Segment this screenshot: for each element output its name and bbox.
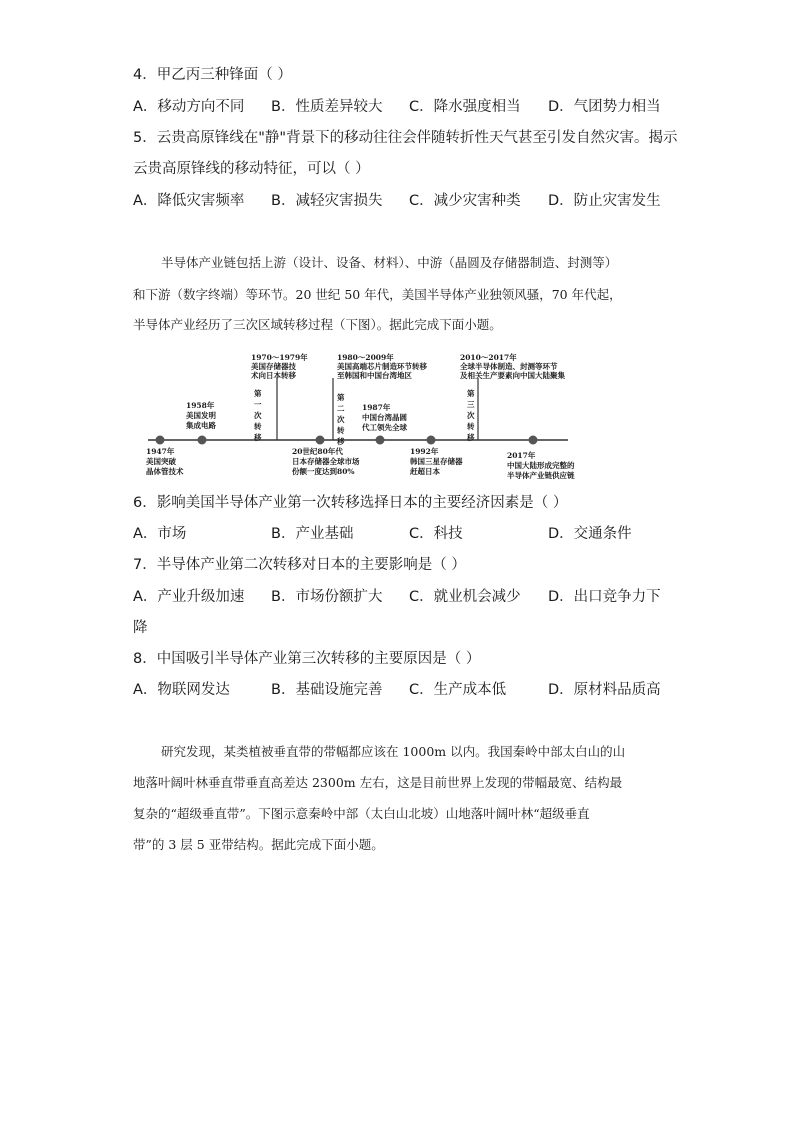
q7-option-c: C．就业机会减少	[409, 589, 521, 605]
svg-text:二: 二	[337, 404, 345, 413]
svg-text:次: 次	[467, 411, 475, 420]
svg-text:次: 次	[337, 415, 345, 424]
svg-text:美国突破: 美国突破	[146, 457, 176, 466]
svg-text:1987年: 1987年	[362, 403, 391, 412]
svg-text:20世纪80年代: 20世纪80年代	[292, 447, 343, 456]
q5-stem-line1: 5．云贵高原锋线在"静"背景下的移动往往会伴随转折性天气甚至引发自然灾害。揭示	[133, 130, 678, 146]
transfer-2-header	[337, 352, 427, 380]
svg-text:第: 第	[254, 389, 262, 398]
q5-option-b: B．减轻灾害损失	[271, 193, 383, 209]
svg-text:2017年: 2017年	[507, 451, 536, 460]
timeline-dot-2017	[529, 436, 538, 445]
svg-text:中国大陆形成完整的: 中国大陆形成完整的	[507, 461, 575, 470]
q7-option-d: D．出口竞争力下	[548, 589, 661, 605]
timeline-dot-1980s	[316, 436, 325, 445]
q6-option-c: C．科技	[409, 526, 463, 542]
transfer-1-label	[253, 388, 262, 442]
passage2-line4: 带”的 3 层 5 亚带结构。据此完成下面小题。	[133, 837, 384, 852]
q4-stem: 4．甲乙丙三种锋面（ ）	[133, 67, 292, 83]
timeline-dot-1947	[156, 436, 165, 445]
svg-text:移: 移	[467, 433, 475, 442]
q5-stem-line2: 云贵高原锋线的移动特征，可以（ ）	[133, 161, 370, 177]
svg-text:移: 移	[337, 437, 345, 446]
q5-option-d: D．防止灾害发生	[548, 193, 661, 209]
svg-text:第: 第	[467, 389, 475, 398]
svg-text:半导体产业链供应链: 半导体产业链供应链	[507, 471, 575, 480]
svg-text:术向日本转移: 术向日本转移	[251, 371, 296, 380]
timeline-dot-1992	[427, 436, 436, 445]
svg-text:日本存储器全球市场: 日本存储器全球市场	[292, 457, 360, 466]
timeline-dot-1958	[198, 436, 207, 445]
semiconductor-transfer-timeline	[140, 348, 580, 486]
svg-text:韩国三星存储器: 韩国三星存储器	[410, 457, 463, 466]
svg-text:1992年: 1992年	[410, 447, 439, 456]
transfer-3-label	[466, 388, 475, 442]
passage2-line1: 研究发现，某类植被垂直带的带幅都应该在 1000m 以内。我国秦岭中部太白山的山	[161, 744, 626, 759]
event-1992	[410, 446, 463, 476]
q4-option-a: A．移动方向不同	[133, 99, 245, 115]
svg-text:移: 移	[254, 433, 262, 442]
event-1980s	[292, 446, 360, 476]
svg-text:转: 转	[337, 426, 345, 435]
passage2-line2: 地落叶阔叶林垂直带垂直高差达 2300m 左右，这是目前世界上发现的带幅最宽、结构最	[133, 775, 623, 790]
svg-text:转: 转	[467, 422, 475, 431]
passage1-line3: 半导体产业经历了三次区域转移过程（下图）。据此完成下面小题。	[133, 317, 502, 332]
svg-text:转: 转	[254, 422, 262, 431]
passage2-line3: 复杂的“超级垂直带”。下图示意秦岭中部（太白山北坡）山地落叶阔叶林“超级垂直	[133, 806, 590, 821]
event-1958	[186, 400, 216, 430]
q7-option-a: A．产业升级加速	[133, 589, 245, 605]
svg-text:2010～2017年: 2010～2017年	[460, 353, 517, 362]
svg-text:赶超日本: 赶超日本	[410, 467, 440, 476]
svg-text:美国存储器技: 美国存储器技	[251, 362, 296, 371]
svg-text:晶体管技术: 晶体管技术	[146, 467, 184, 476]
svg-text:至韩国和中国台湾地区: 至韩国和中国台湾地区	[337, 371, 412, 380]
q5-option-a: A．降低灾害频率	[133, 193, 245, 209]
transfer-2-label	[336, 392, 345, 446]
q7-option-b: B．市场份额扩大	[271, 589, 383, 605]
svg-text:三: 三	[467, 400, 475, 409]
event-2017	[507, 450, 575, 480]
svg-text:美国发明: 美国发明	[186, 411, 216, 420]
svg-text:1970～1979年: 1970～1979年	[251, 353, 308, 362]
event-1987	[362, 402, 407, 432]
svg-text:次: 次	[254, 411, 262, 420]
q8-option-d: D．原材料品质高	[548, 682, 661, 698]
svg-text:1947年: 1947年	[146, 447, 175, 456]
timeline-dot-1987	[376, 436, 385, 445]
svg-text:1980～2009年: 1980～2009年	[337, 353, 394, 362]
svg-text:第: 第	[337, 393, 345, 402]
svg-text:全球半导体制造、封测等环节: 全球半导体制造、封测等环节	[460, 362, 558, 371]
event-1947	[146, 446, 184, 476]
svg-text:集成电路: 集成电路	[186, 421, 216, 430]
q7-option-d-wrap: 降	[133, 620, 148, 636]
q6-option-a: A．市场	[133, 526, 187, 542]
q4-option-c: C．降水强度相当	[409, 99, 521, 115]
svg-text:及相关生产要素向中国大陆聚集: 及相关生产要素向中国大陆聚集	[460, 371, 565, 380]
svg-text:美国高端芯片制造环节转移: 美国高端芯片制造环节转移	[337, 362, 427, 371]
transfer-1-header	[250, 352, 308, 380]
q6-stem: 6．影响美国半导体产业第一次转移选择日本的主要经济因素是（ ）	[133, 495, 568, 511]
svg-text:代工领先全球: 代工领先全球	[362, 423, 407, 432]
svg-text:1958年: 1958年	[186, 401, 215, 410]
q8-option-c: C．生产成本低	[409, 682, 507, 698]
q6-option-d: D．交通条件	[548, 526, 632, 542]
passage1-line1: 半导体产业链包括上游（设计、设备、材料）、中游（晶圆及存储器制造、封测等）	[161, 255, 618, 270]
q8-option-a: A．物联网发达	[133, 682, 230, 698]
q4-option-b: B．性质差异较大	[271, 99, 383, 115]
q6-option-b: B．产业基础	[271, 526, 354, 542]
passage1-line2: 和下游（数字终端）等环节。20 世纪 50 年代，美国半导体产业独领风骚，70 年代起，	[133, 287, 622, 302]
q8-option-b: B．基础设施完善	[271, 682, 383, 698]
svg-text:中国台湾晶圆: 中国台湾晶圆	[362, 413, 407, 422]
q5-option-c: C．减少灾害种类	[409, 193, 521, 209]
q7-stem: 7．半导体产业第二次转移对日本的主要影响是（ ）	[133, 557, 466, 573]
svg-text:份额一度达到80%: 份额一度达到80%	[292, 467, 355, 476]
transfer-3-header	[460, 352, 565, 380]
q4-option-d: D．气团势力相当	[548, 99, 661, 115]
q8-stem: 8．中国吸引半导体产业第三次转移的主要原因是（ ）	[133, 651, 481, 667]
svg-text:一: 一	[254, 400, 262, 409]
